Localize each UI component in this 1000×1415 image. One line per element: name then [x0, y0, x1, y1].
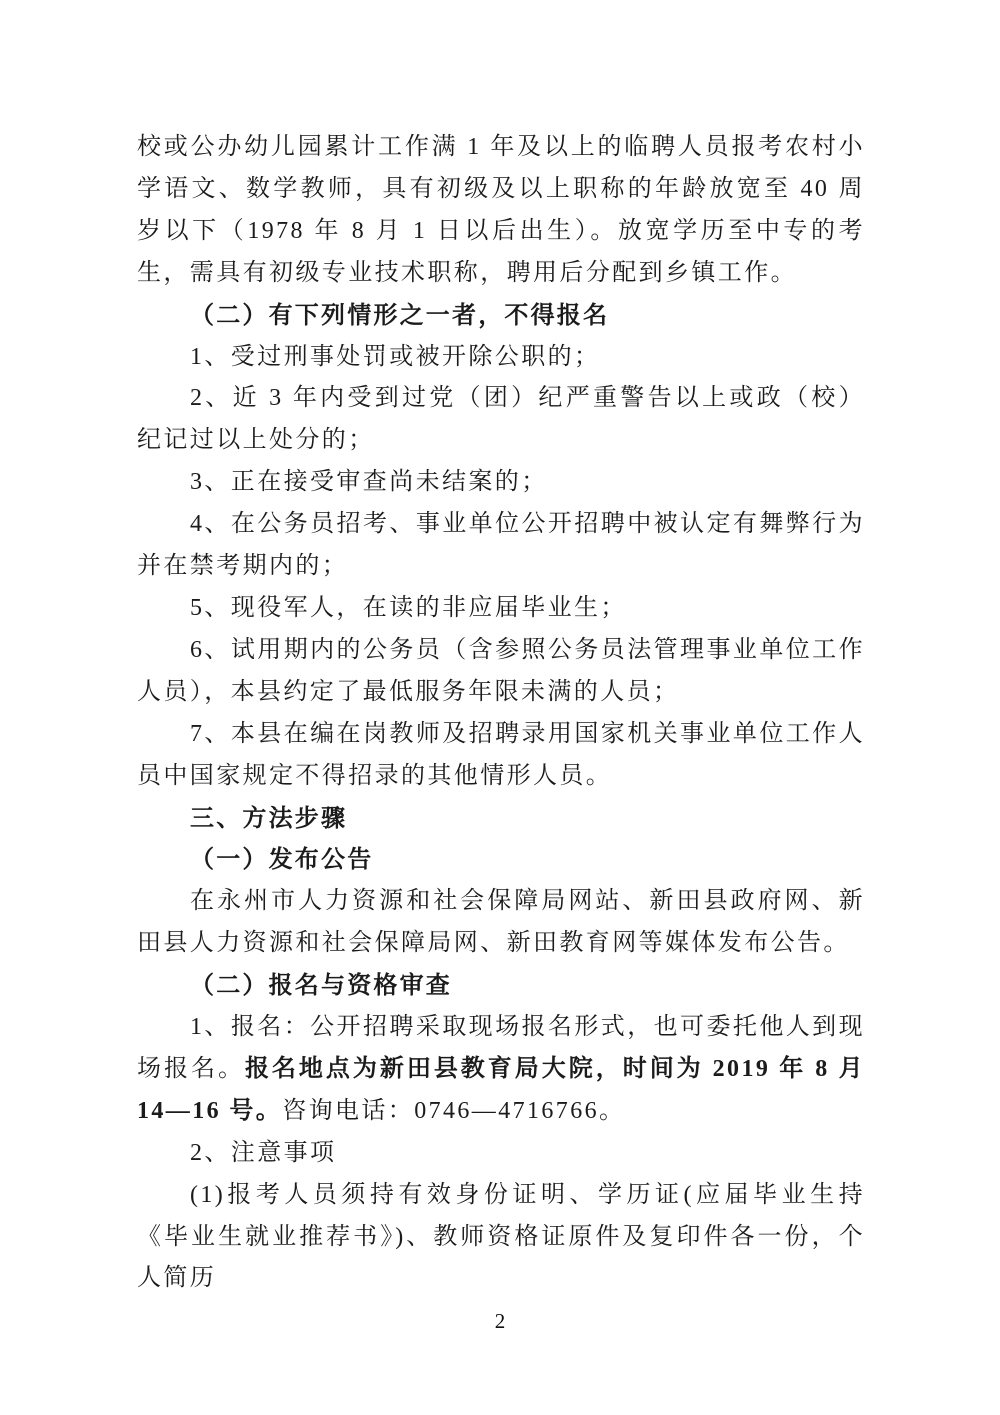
paragraph: [137, 462, 865, 504]
document-body: [137, 127, 865, 1300]
bold-text-run: （二）有下列情形之一者，不得报名: [190, 301, 610, 329]
section-heading: [137, 965, 865, 1007]
paragraph: [137, 127, 865, 295]
paragraph: [137, 881, 865, 965]
text-run: 咨询电话：0746—4716766。: [282, 1097, 626, 1124]
paragraph: [137, 1007, 865, 1133]
paragraph: [137, 1175, 865, 1301]
bold-text-run: 报名地点为新田县教育局大院，时间为 2019 年 8 月 14—16 号。: [137, 1055, 865, 1124]
text-run: 6、试用期内的公务员（含参照公务员法管理事业单位工作人员），本县约定了最低服务年限未满的人员；: [137, 636, 865, 705]
paragraph: [137, 630, 865, 714]
text-run: 5、现役军人，在读的非应届毕业生；: [190, 594, 627, 621]
text-run: 3、正在接受审查尚未结案的；: [190, 469, 548, 496]
section-heading: [137, 839, 865, 881]
bold-text-run: （一）发布公告: [190, 846, 374, 874]
section-heading: [137, 295, 865, 337]
paragraph: [137, 337, 865, 379]
text-run: (1)报考人员须持有效身份证明、学历证(应届毕业生持《毕业生就业推荐书》)、教师资格证原件及复印件各一份，个人简历: [137, 1181, 865, 1292]
paragraph: [137, 378, 865, 462]
text-run: 2、注意事项: [190, 1139, 337, 1166]
paragraph: [137, 714, 865, 798]
section-heading: [137, 798, 865, 840]
text-run: 2、近 3 年内受到过党（团）纪严重警告以上或政（校）纪记过以上处分的；: [137, 385, 865, 454]
page-number: 2: [494, 1309, 506, 1333]
bold-text-run: 三、方法步骤: [190, 804, 348, 832]
text-run: 4、在公务员招考、事业单位公开招聘中被认定有舞弊行为并在禁考期内的；: [137, 511, 865, 580]
text-run: 在永州市人力资源和社会保障局网站、新田县政府网、新田县人力资源和社会保障局网、新田教育网等媒体发布公告。: [137, 888, 865, 957]
text-run: 1、受过刑事处罚或被开除公职的；: [190, 343, 601, 370]
text-run: 1、报名：公开招聘采取现场报名形式，也可委托他人到现场报名。: [137, 1014, 865, 1082]
text-run: 7、本县在编在岗教师及招聘录用国家机关事业单位工作人员中国家规定不得招录的其他情形人员。: [137, 720, 865, 789]
bold-text-run: （二）报名与资格审查: [190, 972, 452, 1000]
paragraph: [137, 588, 865, 630]
text-run: 校或公办幼儿园累计工作满 1 年及以上的临聘人员报考农村小学语文、数学教师，具有初级及以上职称的年龄放宽至 40 周岁以下（1978 年 8 月 1 日以后出生）。放宽学历至中专的考生，需具有初级专业技术职称，聘用后分配到乡镇工作。: [137, 134, 865, 286]
paragraph: [137, 504, 865, 588]
paragraph: [137, 1133, 865, 1175]
